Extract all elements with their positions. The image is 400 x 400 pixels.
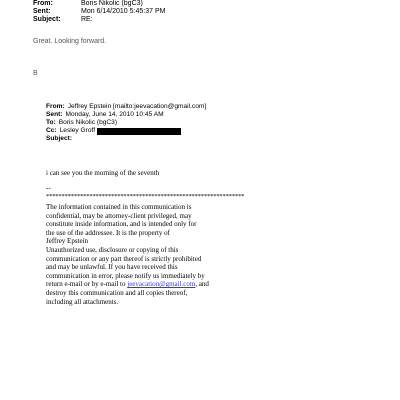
- quoted-sent-label: Sent:: [46, 111, 63, 118]
- subject-value: RE:: [81, 16, 93, 23]
- quoted-subject-row: [46, 135, 366, 143]
- quoted-subject-label: Subject:: [46, 135, 73, 142]
- signature-separator: --: [46, 184, 51, 192]
- disclaimer-line: constitute inside information, and is intended only for: [46, 220, 197, 229]
- top-email-header: [33, 0, 165, 24]
- sent-label: Sent:: [33, 8, 51, 15]
- sender-initial: B: [33, 70, 38, 77]
- quoted-to-value: Boris Nikolic (bgC3): [58, 119, 118, 126]
- from-row: [33, 0, 165, 8]
- sent-value: Mon 6/14/2010 5:45:37 PM: [81, 8, 166, 15]
- quoted-cc-row: [46, 127, 366, 135]
- disclaimer-text: , and: [195, 280, 209, 289]
- quoted-from-row: [46, 103, 366, 111]
- quoted-cc-value: Lesley Groff: [59, 127, 96, 134]
- disclaimer-line: destroy this communication and all copies thereof,: [46, 288, 188, 297]
- subject-row: [33, 16, 165, 24]
- disclaimer-line: and may be unlawful. If you have received this: [46, 263, 178, 272]
- asterisk-divider: ****************************************************************: [46, 193, 245, 200]
- redaction-bar: [97, 128, 181, 135]
- quoted-email-body: i can see you the morning of the seventh: [46, 169, 160, 177]
- quoted-from-value: Jeffrey Epstein [mailto:jeevacation@gmail.com]: [67, 103, 207, 110]
- quoted-cc-label: Cc:: [46, 127, 57, 134]
- disclaimer-line: communication in error, please notify us immediately by: [46, 271, 205, 280]
- subject-label: Subject:: [33, 16, 61, 23]
- disclaimer-line: Jeffrey Epstein: [46, 237, 89, 246]
- from-value: Boris Nikolic (bgC3): [81, 0, 143, 7]
- disclaimer-line: communication or any part thereof is strictly prohibited: [46, 254, 202, 263]
- quoted-email-header: [46, 103, 366, 143]
- quoted-to-row: [46, 119, 366, 127]
- quoted-to-label: To:: [46, 119, 56, 126]
- from-label: From:: [33, 0, 53, 7]
- top-email-body: Great. Looking forward.: [33, 38, 107, 45]
- quoted-sent-row: [46, 111, 366, 119]
- sent-row: [33, 8, 165, 16]
- disclaimer-line: including all attachments.: [46, 297, 119, 306]
- quoted-sent-value: Monday, June 14, 2010 10:45 AM: [65, 111, 164, 118]
- disclaimer-line: confidential, may be attorney-client privileged, may: [46, 211, 192, 220]
- email-link[interactable]: jeevacation@gmail.com: [127, 280, 196, 289]
- disclaimer-text: return e-mail or by e-mail to: [46, 280, 128, 289]
- disclaimer-line: The information contained in this communication is: [46, 203, 192, 211]
- disclaimer-line: the use of the addressee. It is the property of: [46, 228, 171, 237]
- disclaimer-line: Unauthorized use, disclosure or copying of this: [46, 245, 179, 254]
- confidentiality-disclaimer: [46, 203, 286, 306]
- quoted-from-label: From:: [46, 103, 65, 110]
- disclaimer-line: [46, 280, 286, 289]
